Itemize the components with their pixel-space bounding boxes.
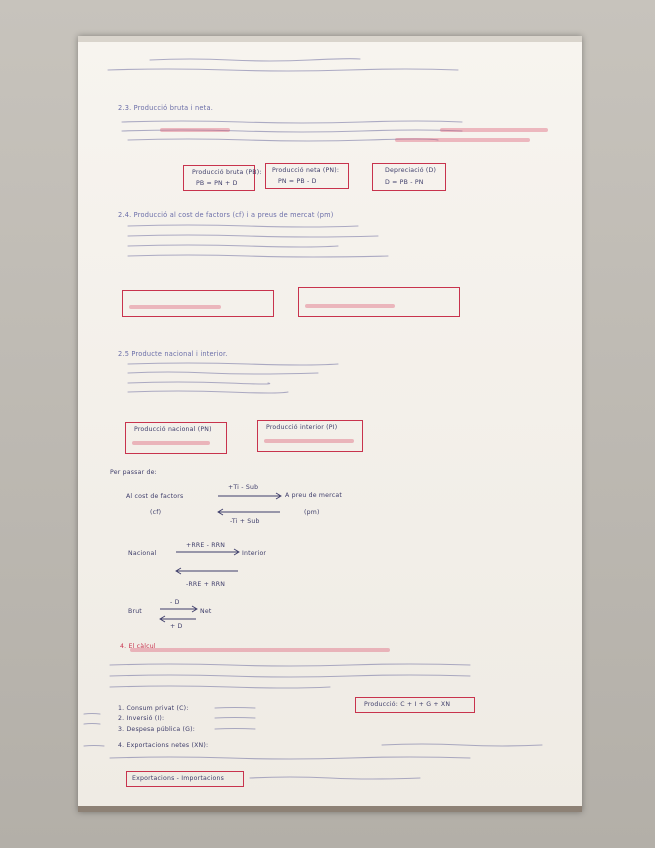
list-item-2: 2. Inversió (I): xyxy=(118,715,165,722)
bottom-formula: Exportacions - Importacions xyxy=(132,775,225,782)
formula-box-pnac-title: Producció nacional (PN) xyxy=(134,426,212,433)
arrow-label-rre-bottom: -RRE + RRN xyxy=(186,581,226,588)
label-interior: Interior xyxy=(242,550,267,557)
list-item-1: 1. Consum privat (C): xyxy=(118,705,189,712)
formula-box-pb-title: Producció bruta (PB): xyxy=(192,169,262,176)
label-cf: (cf) xyxy=(150,509,162,516)
label-pm: (pm) xyxy=(304,509,320,516)
formula-box-pb-formula: PB = PN + D xyxy=(196,180,238,187)
label-brut: Brut xyxy=(128,608,142,615)
arrow-label-bottom: -Ti + Sub xyxy=(230,518,260,525)
section-heading-2-3: 2.3. Producció bruta i neta. xyxy=(118,104,213,112)
formula-produccio: Producció: C + I + G + XN xyxy=(364,701,451,708)
arrow-label-top: +Ti - Sub xyxy=(228,484,259,491)
list-item-4: 4. Exportacions netes (XN): xyxy=(118,742,209,749)
formula-box-d-title: Depreciació (D) xyxy=(385,167,437,174)
label-net: Net xyxy=(200,608,212,615)
label-per-passar: Per passar de: xyxy=(110,469,157,476)
formula-box-pn-title: Producció neta (PN): xyxy=(272,167,340,174)
section-heading-4: 4. El càlcul xyxy=(120,643,156,650)
label-preu-mercat: A preu de mercat xyxy=(285,492,342,499)
arrow-label-rre-top: +RRE - RRN xyxy=(186,542,226,549)
section-heading-2-4: 2.4. Producció al cost de factors (cf) i a preus de mercat (pm) xyxy=(118,211,334,219)
list-item-3: 3. Despesa pública (G): xyxy=(118,726,196,733)
arrow-label-d-top: - D xyxy=(170,599,180,606)
label-cost-factors: Al cost de factors xyxy=(126,493,184,500)
formula-box-pint-title: Producció interior (PI) xyxy=(266,424,338,431)
formula-box-pn-formula: PN = PB - D xyxy=(278,178,317,185)
arrow-label-d-bottom: + D xyxy=(170,623,183,630)
section-heading-2-5: 2.5 Producte nacional i interior. xyxy=(118,350,228,358)
label-nacional: Nacional xyxy=(128,550,157,557)
formula-box-d-formula: D = PB - PN xyxy=(385,179,424,186)
